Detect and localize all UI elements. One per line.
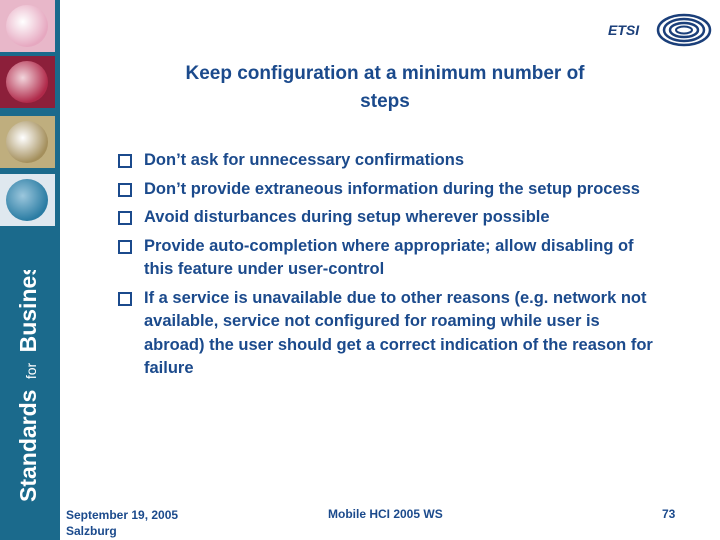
tagline-svg — [2, 270, 58, 510]
etsi-logo — [608, 10, 712, 50]
sidebar-band — [0, 0, 60, 540]
bullet-text: Avoid disturbances during setup wherever possible — [144, 208, 550, 226]
decorative-tile-pink — [0, 0, 55, 52]
bullet-text: If a service is unavailable due to other reasons (e.g. network not available, service not configured for roaming while user is abroad) the user should get a correct indication of the reason for failure — [144, 288, 653, 377]
tagline-word-for: for — [23, 362, 39, 380]
page-number: 73 — [662, 507, 676, 521]
decorative-tile-gold — [0, 116, 55, 168]
footer-date-location — [66, 507, 178, 539]
checkbox-bullet-icon — [118, 183, 132, 197]
slide-title — [110, 60, 660, 116]
sidebar-tagline — [2, 270, 58, 510]
bullet-item — [118, 178, 658, 202]
checkbox-bullet-icon — [118, 240, 132, 254]
bullet-item — [118, 287, 658, 381]
globe-icon — [6, 61, 48, 103]
checkbox-bullet-icon — [118, 292, 132, 306]
etsi-logo-text: ETSI — [608, 22, 640, 38]
tagline-word-standards: Standards — [15, 389, 41, 502]
globe-icon — [6, 5, 48, 47]
globe-icon — [6, 121, 48, 163]
bullet-text: Don’t ask for unnecessary confirmations — [144, 151, 465, 169]
svg-text:Standards for — [15, 270, 41, 502]
tagline-word-business: Business — [15, 270, 41, 353]
slide-title-line1: Keep configuration at a minimum number of — [185, 63, 585, 84]
decorative-tile-blue — [0, 174, 55, 226]
footer-event: Mobile HCI 2005 WS — [328, 507, 443, 521]
checkbox-bullet-icon — [118, 211, 132, 225]
bullet-text: Provide auto-completion where appropriate; allow disabling of this feature under user-control — [144, 236, 634, 278]
bullet-text: Don’t provide extraneous information during the setup process — [144, 179, 640, 198]
checkbox-bullet-icon — [118, 154, 132, 168]
decorative-tile-red — [0, 56, 55, 108]
bullet-item — [118, 235, 658, 282]
etsi-swirl-icon — [608, 10, 712, 50]
bullet-item — [118, 206, 658, 230]
bullet-item — [118, 149, 658, 173]
footer-date: September 19, 2005 — [66, 508, 179, 522]
footer-location: Salzburg — [66, 524, 117, 538]
bullet-list — [118, 149, 658, 386]
globe-icon — [6, 179, 48, 221]
slide-title-line2: steps — [360, 91, 410, 112]
